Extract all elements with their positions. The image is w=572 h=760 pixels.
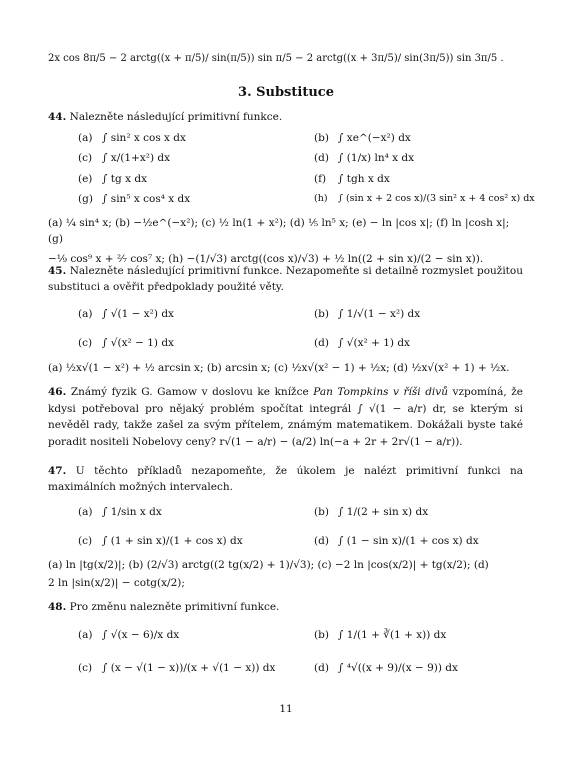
math-expression: ∫ tg x dx [102, 173, 147, 185]
item-44a [78, 131, 186, 145]
item-label: (c) [78, 152, 93, 164]
item-44h [314, 192, 535, 206]
page-number: 11 [279, 703, 293, 715]
math-expression: ∫ x/(1+x²) dx [102, 152, 171, 164]
math-expression: ∫ (1 − sin x)/(1 + cos x) dx [338, 535, 479, 547]
item-label: (f) [314, 173, 327, 185]
math-expression: ∫ √(x − 6)/x dx [102, 629, 180, 641]
math-expression: ∫ √(x² − 1) dx [102, 337, 174, 349]
problem-44 [48, 110, 523, 126]
top-formula-line: 2x cos 8π/5 − 2 arctg((x + π/5)/ sin(π/5)) sin π/5 − 2 arctg((x + 3π/5)/ sin(3π/5)) sin 3π/5 . [48, 53, 504, 64]
item-47c [78, 534, 243, 548]
math-expression: ∫ (1 + sin x)/(1 + cos x) dx [102, 535, 243, 547]
item-label: (d) [314, 535, 329, 547]
math-expression: ∫ 1/(1 + ∛(1 + x)) dx [338, 629, 447, 641]
answer-line: 2 ln |sin(x/2)| − cotg(x/2); [48, 577, 185, 589]
math-expression: ∫ (sin x + 2 cos x)/(3 sin² x + 4 cos² x) dx [338, 193, 535, 204]
math-expression: vzpomíná, že kdysi potřeboval pro nějaký problém spočítat integrál ∫ √(1 − a/r) dr, se kterým si nevěděl rady, takže zašel za svým přítelem, známým matematikem. Dokážali byste také poradit nositeli Nobelovy ceny? r√(1 − a/r) − (a/2) ln(−a + 2r + 2r√(1 − a/r)). [48, 386, 524, 448]
problem-number: 48. [48, 601, 67, 613]
item-label: (c) [78, 337, 93, 349]
item-label: (b) [314, 629, 329, 641]
math-expression: ∫ sin² x cos x dx [102, 132, 186, 144]
book-title: Pan Tompkins v říši divů [313, 386, 448, 398]
math-expression: ∫ tgh x dx [338, 173, 390, 185]
item-label: (a) [78, 132, 93, 144]
item-label: (d) [314, 662, 329, 674]
answers-47 [48, 557, 523, 591]
item-label: (g) [78, 193, 93, 205]
math-expression: ∫ ⁴√((x + 9)/(x − 9)) dx [338, 662, 458, 674]
item-48c [78, 661, 275, 675]
math-expression: ∫ 1/sin x dx [102, 506, 162, 518]
answer-line: (a) ¼ sin⁴ x; (b) −½e^(−x²); (c) ½ ln(1 + x²); (d) ⅕ ln⁵ x; (e) − ln |cos x|; (f) ln |cosh x|; (g) [48, 217, 510, 245]
item-44d [314, 151, 414, 165]
math-expression: Známý fyzik G. Gamow v doslovu ke knížce [70, 386, 309, 398]
problem-text: U těchto příkladů nezapomeňte, že úkolem je nalézt primitivní funkci na maximálních možných intervalech. [48, 465, 523, 493]
problem-number: 44. [48, 111, 67, 123]
item-47a [78, 505, 162, 519]
problem-number: 46. [48, 386, 67, 398]
item-45b [314, 307, 420, 321]
item-44e [78, 172, 147, 186]
item-label: (h) [314, 193, 328, 204]
item-44c [78, 151, 170, 165]
problem-text: Pro změnu nalezněte primitivní funkce. [69, 601, 280, 613]
item-label: (b) [314, 506, 329, 518]
math-expression: ∫ √(x² + 1) dx [338, 337, 410, 349]
item-48a [78, 628, 179, 642]
item-label: (d) [314, 152, 329, 164]
item-label: (c) [78, 662, 93, 674]
answer-line: −⅑ cos⁹ x + ²⁄₇ cos⁷ x; (h) −(1/√3) arctg((cos x)/√3) + ½ ln((2 + sin x)/(2 − sin x)). [48, 253, 484, 265]
item-label: (a) [78, 506, 93, 518]
math-expression: ∫ (1/x) ln⁴ x dx [338, 152, 415, 164]
item-44f [314, 172, 390, 186]
item-45c [78, 336, 174, 350]
problem-number: 47. [48, 465, 67, 477]
item-44g [78, 192, 190, 206]
item-47d [314, 534, 479, 548]
item-48b [314, 628, 446, 642]
item-label: (a) [78, 629, 93, 641]
item-label: (e) [78, 173, 93, 185]
item-label: (b) [314, 308, 329, 320]
math-expression: ∫ xe^(−x²) dx [338, 132, 411, 144]
problem-47 [48, 464, 523, 495]
math-expression: ∫ 1/√(1 − x²) dx [338, 308, 421, 320]
answers-45: (a) ½x√(1 − x²) + ½ arcsin x; (b) arcsin x; (c) ½x√(x² − 1) + ½x; (d) ½x√(x² + 1) + ½x. [48, 362, 510, 374]
section-title: 3. Substituce [238, 85, 334, 100]
item-label: (d) [314, 337, 329, 349]
answer-line: (a) ln |tg(x/2)|; (b) (2/√3) arctg((2 tg(x/2) + 1)/√3); (c) −2 ln |cos(x/2)| + tg(x/2); (d) [48, 559, 489, 571]
item-47b [314, 505, 428, 519]
math-expression: ∫ (x − √(1 − x))/(x + √(1 − x)) dx [102, 662, 276, 674]
item-45d [314, 336, 410, 350]
problem-46 [48, 384, 523, 450]
answers-44 [48, 215, 523, 267]
problem-number: 45. [48, 265, 67, 277]
math-expression: ∫ √(1 − x²) dx [102, 308, 174, 320]
item-44b [314, 131, 411, 145]
item-label: (b) [314, 132, 329, 144]
math-expression: ∫ 1/(2 + sin x) dx [338, 506, 429, 518]
problem-48 [48, 600, 523, 616]
item-48d [314, 661, 458, 675]
item-label: (c) [78, 535, 93, 547]
problem-text: Nalezněte následující primitivní funkce. [69, 111, 283, 123]
item-label: (a) [78, 308, 93, 320]
item-45a [78, 307, 174, 321]
problem-text: Nalezněte následující primitivní funkce. Nezapomeňte si detailně rozmyslet použitou substituci a ověřit předpoklady použité věty. [48, 265, 523, 293]
problem-45 [48, 264, 523, 295]
math-expression: ∫ sin⁵ x cos⁴ x dx [102, 193, 191, 205]
